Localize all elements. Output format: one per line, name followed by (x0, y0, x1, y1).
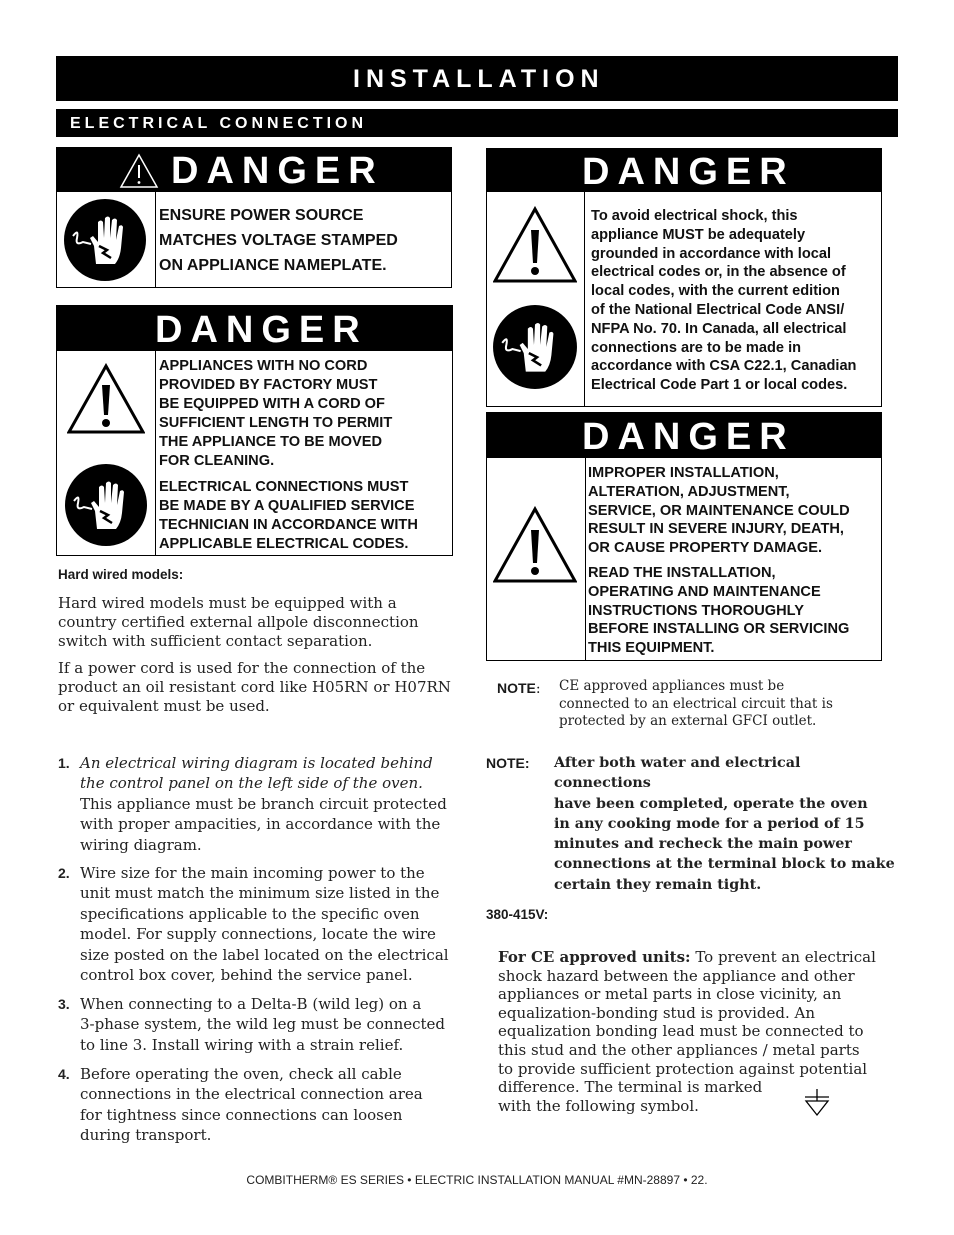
icon-column (57, 351, 156, 555)
danger-text: ENSURE POWER SOURCE MATCHES VOLTAGE STAMPED ON APPLIANCE NAMEPLATE. (159, 207, 398, 274)
step-number: 4. (58, 1066, 70, 1082)
warning-triangle-icon (67, 363, 145, 435)
danger-text: To avoid electrical shock, this appliance MUST be adequately grounded in accordance with local electrical codes or, in the absence of local codes, with the current edition of the National Electrical Code ANSI/ NFPA No. 70. In Canada, all electrical connections are to be made in accordance with CSA C22.1, Canadian Electrical Code Part 1 or local codes. (591, 208, 857, 394)
voltage-heading: 380-415V: (486, 907, 549, 922)
note-text: CE approved appliances must be connected to an electrical circuit that is protected by an external GFCI outlet. (559, 678, 833, 729)
page-footer: COMBITHERM® ES SERIES • ELECTRIC INSTALLATION MANUAL #MN-28897 • 22. (246, 1173, 708, 1187)
note-text: After both water and electrical connections have been completed, operate the oven in any cooking mode for a period of 15 minutes and recheck the main power connections at the terminal block to make certain they remain tight. (554, 755, 895, 893)
equipotential-bonding-icon (803, 1089, 831, 1117)
danger-box-improper-installation (486, 412, 882, 661)
danger-text: APPLIANCES WITH NO CORD PROVIDED BY FACTORY MUST BE EQUIPPED WITH A CORD OF SUFFICIENT LENGTH TO PERMIT THE APPLIANCE TO BE MOVED FOR CLEANING. ELECTRICAL CONNECTIONS MUST BE MADE BY A QUALIFIED SERVICE TECHNICIAN IN ACCORDANCE WITH APPLICABLE ELECTRICAL CODES. (159, 358, 418, 552)
note-ce-gfci: NOTE: CE approved appliances must be connected to an electrical circuit that is protected by an external GFCI outlet. (497, 678, 833, 729)
danger-box-power-source (56, 147, 452, 288)
hard-wired-paragraph: Hard wired models must be equipped with a country certified external allpole disconnection switch with sufficient contact separation. (58, 594, 419, 650)
note-label: NOTE (497, 680, 536, 696)
section-title: INSTALLATION (56, 56, 898, 101)
danger-box-grounding (486, 148, 882, 407)
note-recheck-connections (486, 753, 898, 893)
step-number: 3. (58, 996, 70, 1012)
electric-shock-hand-icon (64, 463, 148, 547)
danger-heading: DANGER (487, 413, 881, 458)
danger-heading: DANGER (487, 149, 881, 192)
step-number: 1. (58, 755, 70, 771)
icon-column (487, 458, 586, 660)
section-subtitle: ELECTRICAL CONNECTION (56, 109, 898, 137)
danger-heading: DANGER (57, 306, 452, 351)
step-2: 2. Wire size for the main incoming power to the unit must match the minimum size listed in the specifications applicable to the specific oven model. For supply connections, locate the wire size posted on the label located on the electrical control box cover, behind the service panel. (58, 864, 449, 985)
icon-column (57, 192, 156, 287)
danger-heading: DANGER (57, 148, 451, 192)
danger-text: IMPROPER INSTALLATION, ALTERATION, ADJUSTMENT, SERVICE, OR MAINTENANCE COULD RESULT IN SEVERE INJURY, DEATH, OR CAUSE PROPERTY DAMAGE. READ THE INSTALLATION, OPERATING AND MAINTENANCE INSTRUCTIONS THOROUGHLY BEFORE INSTALLING OR SERVICING THIS EQUIPMENT. (588, 465, 850, 657)
danger-box-cord (56, 305, 453, 556)
step-3: 3. When connecting to a Delta-B (wild leg) on a 3-phase system, the wild leg must be connected to line 3. Install wiring with a strain relief. (58, 995, 446, 1054)
hard-wired-heading: Hard wired models: (58, 567, 184, 582)
power-cord-paragraph: If a power cord is used for the connection of the product an oil resistant cord like H05RN or H07RN or equivalent must be used. (58, 659, 451, 715)
step-4: 4. Before operating the oven, check all cable connections in the electrical connection area for tightness since connections can loosen during transport. (58, 1065, 423, 1145)
electric-shock-hand-icon (63, 198, 147, 282)
ce-units-paragraph: For CE approved units: To prevent an electrical shock hazard between the appliance and other appliances or metal parts in close vicinity, an equalization-bonding stud is provided. An equalization bonding lead must be connected to this stud and the other appliances / metal parts to provide sufficient protection against potential difference. The terminal is marked with the following symbol. (498, 948, 876, 1115)
warning-triangle-icon (119, 153, 159, 189)
note-label: NOTE: (486, 755, 530, 771)
electric-shock-hand-icon (492, 304, 578, 390)
warning-triangle-icon (493, 506, 577, 584)
step-1: 1. An electrical wiring diagram is located behind the control panel on the left side of the oven. This appliance must be branch circuit protected with proper ampacities, in accordance with the wiring diagram. (58, 754, 447, 854)
step-number: 2. (58, 865, 70, 881)
icon-column (487, 192, 585, 406)
warning-triangle-icon (493, 206, 577, 284)
